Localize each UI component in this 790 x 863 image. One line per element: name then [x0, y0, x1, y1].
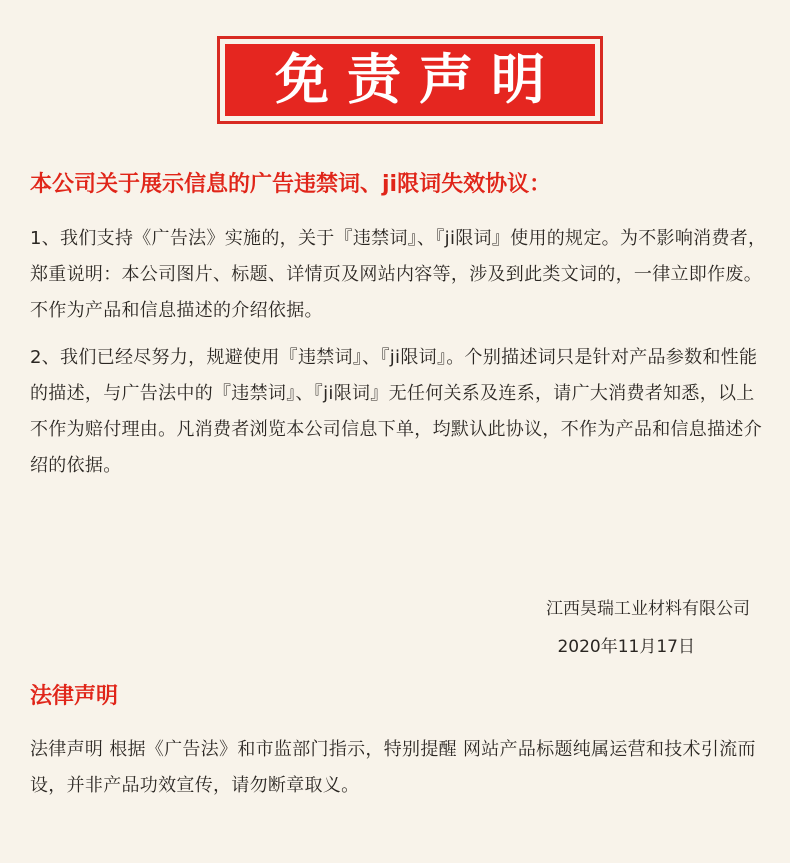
signature-company: 江西昊瑞工业材料有限公司 — [546, 599, 750, 619]
title-banner — [217, 36, 603, 124]
section-heading-legal: 法律声明 — [30, 684, 119, 709]
signature-date: 2020年11月17日 — [557, 637, 695, 657]
agreement-paragraph-1: 1、我们支持《广告法》实施的，关于『违禁词』、『ji限词』使用的规定。为不影响消费者，郑重说明：本公司图片、标题、详情页及网站内容等，涉及到此类文词的，一律立即作废。不作为产品和信息描述的介绍依据。 — [30, 228, 767, 321]
legal-paragraph: 法律声明 根据《广告法》和市监部门指示，特别提醒 网站产品标题纯属运营和技术引流而设，并非产品功效宣传，请勿断章取义。 — [30, 739, 756, 796]
agreement-paragraph-2: 2、我们已经尽努力，规避使用『违禁词』、『ji限词』。个别描述词只是针对产品参数和性能的描述，与广告法中的『违禁词』、『ji限词』无任何关系及连系，请广大消费者知悉，以上不作为赔付理由。凡消费者浏览本公司信息下单，均默认此协议，不作为产品和信息描述介绍的依据。 — [30, 347, 762, 476]
section-heading-agreement: 本公司关于展示信息的广告违禁词、ji限词失效协议： — [30, 172, 552, 197]
page-title: 免责声明 — [275, 48, 563, 111]
title-banner-inner — [225, 44, 595, 116]
